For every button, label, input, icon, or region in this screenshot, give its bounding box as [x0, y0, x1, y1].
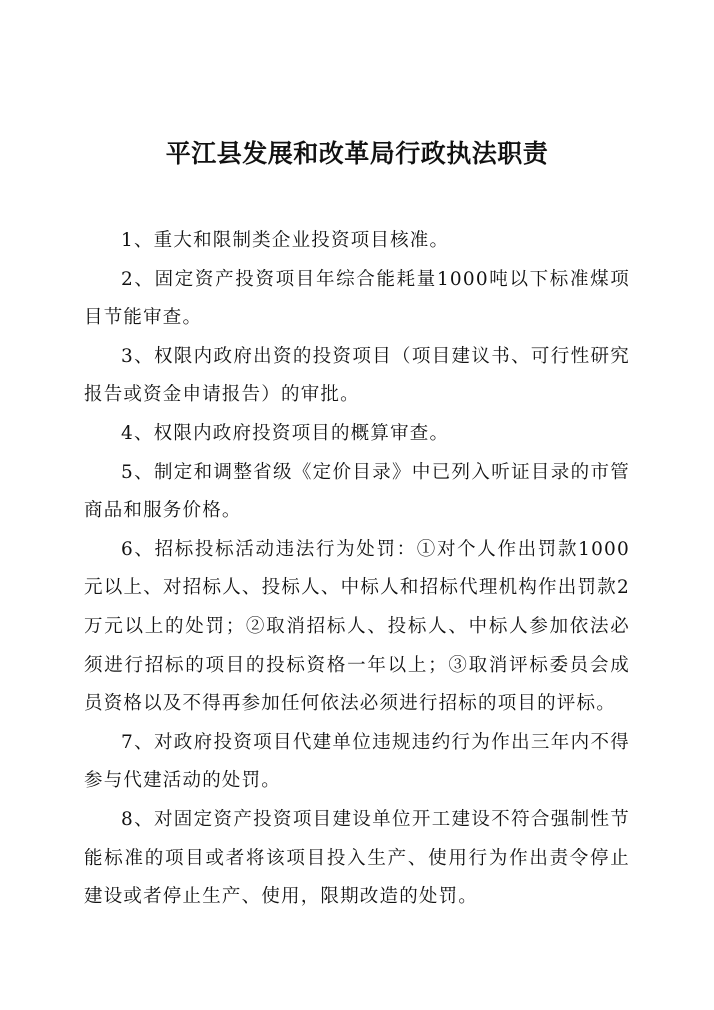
duty-item-8: 8、对固定资产投资项目建设单位开工建设不符合强制性节能标准的项目或者将该项目投入生产、使用行为作出责令停止建设或者停止生产、使用，限期改造的处罚。	[84, 808, 630, 908]
duty-item-5: 5、制定和调整省级《定价目录》中已列入听证目录的市管商品和服务价格。	[84, 461, 630, 522]
document-body	[84, 222, 630, 917]
duty-item-3: 3、权限内政府出资的投资项目（项目建议书、可行性研究报告或资金申请报告）的审批。	[84, 345, 630, 406]
duty-item-2: 2、固定资产投资项目年综合能耗量1000吨以下标准煤项目节能审查。	[84, 268, 630, 329]
duty-item-1: 1、重大和限制类企业投资项目核准。	[121, 230, 450, 251]
duty-item-6: 6、招标投标活动违法行为处罚：①对个人作出罚款1000元以上、对招标人、投标人、中标人和招标代理机构作出罚款2万元以上的处罚；②取消招标人、投标人、中标人参加依法必须进行招标的项目的投标资格一年以上；③取消评标委员会成员资格以及不得再参加任何依法必须进行招标的项目的评标。	[84, 538, 630, 715]
duty-item-7: 7、对政府投资项目代建单位违规违约行为作出三年内不得参与代建活动的处罚。	[84, 731, 630, 792]
document-title: 平江县发展和改革局行政执法职责	[165, 139, 549, 168]
duty-item-4: 4、权限内政府投资项目的概算审查。	[121, 422, 450, 444]
